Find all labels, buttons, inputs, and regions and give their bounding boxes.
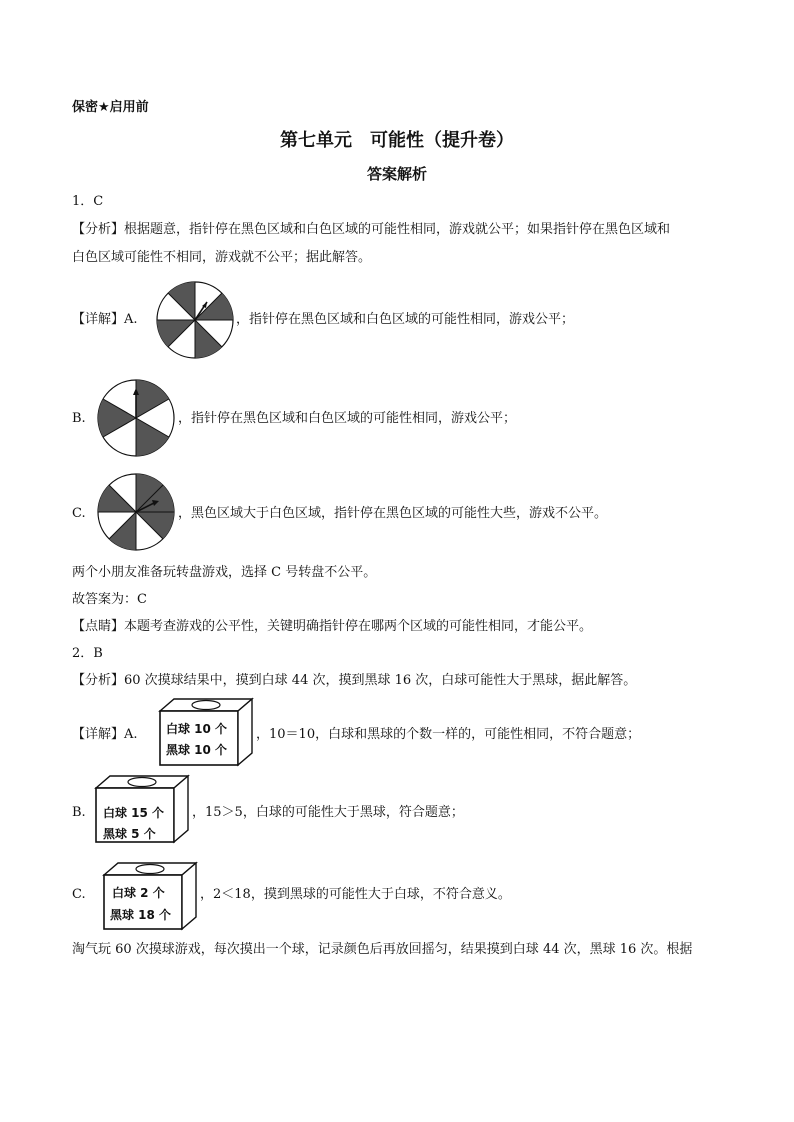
q1-c-text: ，黑色区域大于白色区域，指针停在黑色区域的可能性大些，游戏不公平。 <box>178 506 608 521</box>
q1-answer: 故答案为：C <box>72 592 147 607</box>
q1-analysis-line1: 【分析】根据题意，指针停在黑色区域和白色区域的可能性相同，游戏就公平；如果指针停在黑色区域和 <box>72 222 671 237</box>
q2-c-prefix: C. <box>72 887 86 902</box>
q1-analysis-line2: 白色区域可能性不相同，游戏就不公平；据此解答。 <box>72 250 372 265</box>
q1-detail-a-text: ，指针停在黑色区域和白色区域的可能性相同，游戏公平； <box>236 312 575 327</box>
confidential-label: 保密★启用前 <box>72 100 149 115</box>
q2-b-prefix: B. <box>72 805 86 820</box>
q1-b-text: ，指针停在黑色区域和白色区域的可能性相同，游戏公平； <box>178 411 517 426</box>
q2-detail-a-text: ，10＝10，白球和黑球的个数一样的，可能性相同，不符合题意； <box>256 727 641 742</box>
q2-last-line: 淘气玩 60 次摸球游戏，每次摸出一个球，记录颜色后再放回摇匀，结果摸到白球 44 次，黑球 16 次。根据 <box>72 942 693 957</box>
q1-number: 1．C <box>72 194 104 209</box>
q2-b-text: ，15＞5，白球的可能性大于黑球，符合题意； <box>192 805 464 820</box>
page-title: 第七单元 可能性（提升卷） <box>280 130 514 151</box>
q1-detail-a-prefix: 【详解】A. <box>72 312 138 327</box>
spinner-c <box>96 472 176 552</box>
q1-c-prefix: C. <box>72 506 86 521</box>
box-c-white-label: 白球 2 个 <box>112 886 165 900</box>
q1-conclusion: 两个小朋友准备玩转盘游戏，选择 C 号转盘不公平。 <box>72 565 377 580</box>
q2-number: 2．B <box>72 646 103 661</box>
spinner-a <box>155 280 235 360</box>
q1-b-prefix: B. <box>72 411 86 426</box>
box-a-white-label: 白球 10 个 <box>166 722 228 736</box>
page-subtitle: 答案解析 <box>366 165 427 183</box>
box-a-black-label: 黑球 10 个 <box>166 743 228 757</box>
box-b-black-label: 黑球 5 个 <box>103 827 156 841</box>
spinner-b <box>96 378 176 458</box>
q1-comment: 【点睛】本题考查游戏的公平性，关键明确指针停在哪两个区域的可能性相同，才能公平。 <box>72 619 593 634</box>
q2-analysis: 【分析】60 次摸球结果中，摸到白球 44 次，摸到黑球 16 次，白球可能性大于黑球，据此解答。 <box>72 673 637 688</box>
q2-c-text: ，2＜18，摸到黑球的可能性大于白球，不符合意义。 <box>200 887 511 902</box>
box-b-white-label: 白球 15 个 <box>103 806 165 820</box>
box-c-black-label: 黑球 18 个 <box>110 908 172 922</box>
q2-detail-a-prefix: 【详解】A. <box>72 727 138 742</box>
